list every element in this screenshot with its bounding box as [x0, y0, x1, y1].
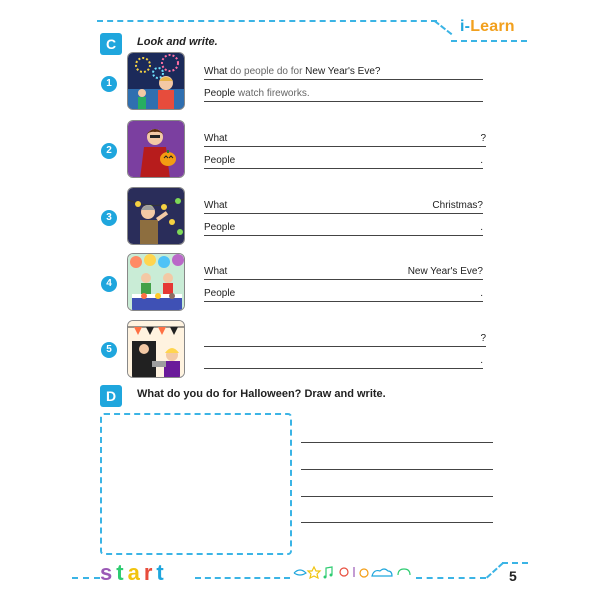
question-line-1[interactable]: What do people do for New Year's Eve? — [204, 66, 483, 80]
footer-dashed-line-right — [416, 577, 486, 579]
christmas-picture — [127, 187, 185, 245]
writing-line-2[interactable] — [301, 469, 493, 470]
halloween-party-picture — [127, 320, 185, 378]
footer-dashed-line-mid — [195, 577, 290, 579]
writing-line-1[interactable] — [301, 442, 493, 443]
footer-dashed-slant — [486, 562, 504, 578]
decoration-icons — [292, 565, 416, 579]
page-number: 5 — [509, 568, 517, 584]
party-picture — [127, 253, 185, 311]
start-letter: t — [116, 560, 128, 585]
answer-line-2[interactable]: People . — [204, 155, 483, 169]
halloween-picture — [127, 120, 185, 178]
item-number-3: 3 — [101, 210, 117, 226]
header-dashed-line — [97, 20, 437, 22]
answer-line-5[interactable]: . — [204, 355, 483, 369]
section-c-title: Look and write. — [137, 36, 218, 48]
section-c-badge: C — [100, 33, 122, 55]
i-learn-logo: i-Learn — [460, 18, 515, 35]
start-letter: a — [127, 560, 144, 585]
answer-line-4[interactable]: People . — [204, 288, 483, 302]
item-number-1: 1 — [101, 76, 117, 92]
footer-dashed-line-left — [72, 577, 100, 579]
writing-line-3[interactable] — [301, 496, 493, 497]
start-word — [100, 560, 168, 586]
start-letter: r — [143, 560, 157, 585]
question-line-5[interactable]: ? — [204, 333, 486, 347]
start-letter: s — [100, 560, 117, 585]
start-letter: t — [156, 560, 168, 585]
item-number-4: 4 — [101, 276, 117, 292]
question-line-3[interactable]: What Christmas? — [204, 200, 483, 214]
question-line-2[interactable]: What ? — [204, 133, 486, 147]
question-line-4[interactable]: What New Year's Eve? — [204, 266, 483, 280]
answer-line-3[interactable]: People . — [204, 222, 483, 236]
footer-dashed-line-end — [502, 562, 528, 564]
item-number-2: 2 — [101, 143, 117, 159]
section-d-badge: D — [100, 385, 122, 407]
writing-line-4[interactable] — [301, 522, 493, 523]
drawing-box[interactable] — [100, 413, 292, 555]
fireworks-picture — [127, 52, 185, 110]
item-number-5: 5 — [101, 342, 117, 358]
section-d-title: What do you do for Halloween? Draw and write. — [137, 388, 386, 400]
answer-line-1[interactable]: People watch fireworks. — [204, 88, 483, 102]
header-dashed-line-right — [451, 40, 527, 42]
header-dashed-slant — [434, 20, 453, 35]
